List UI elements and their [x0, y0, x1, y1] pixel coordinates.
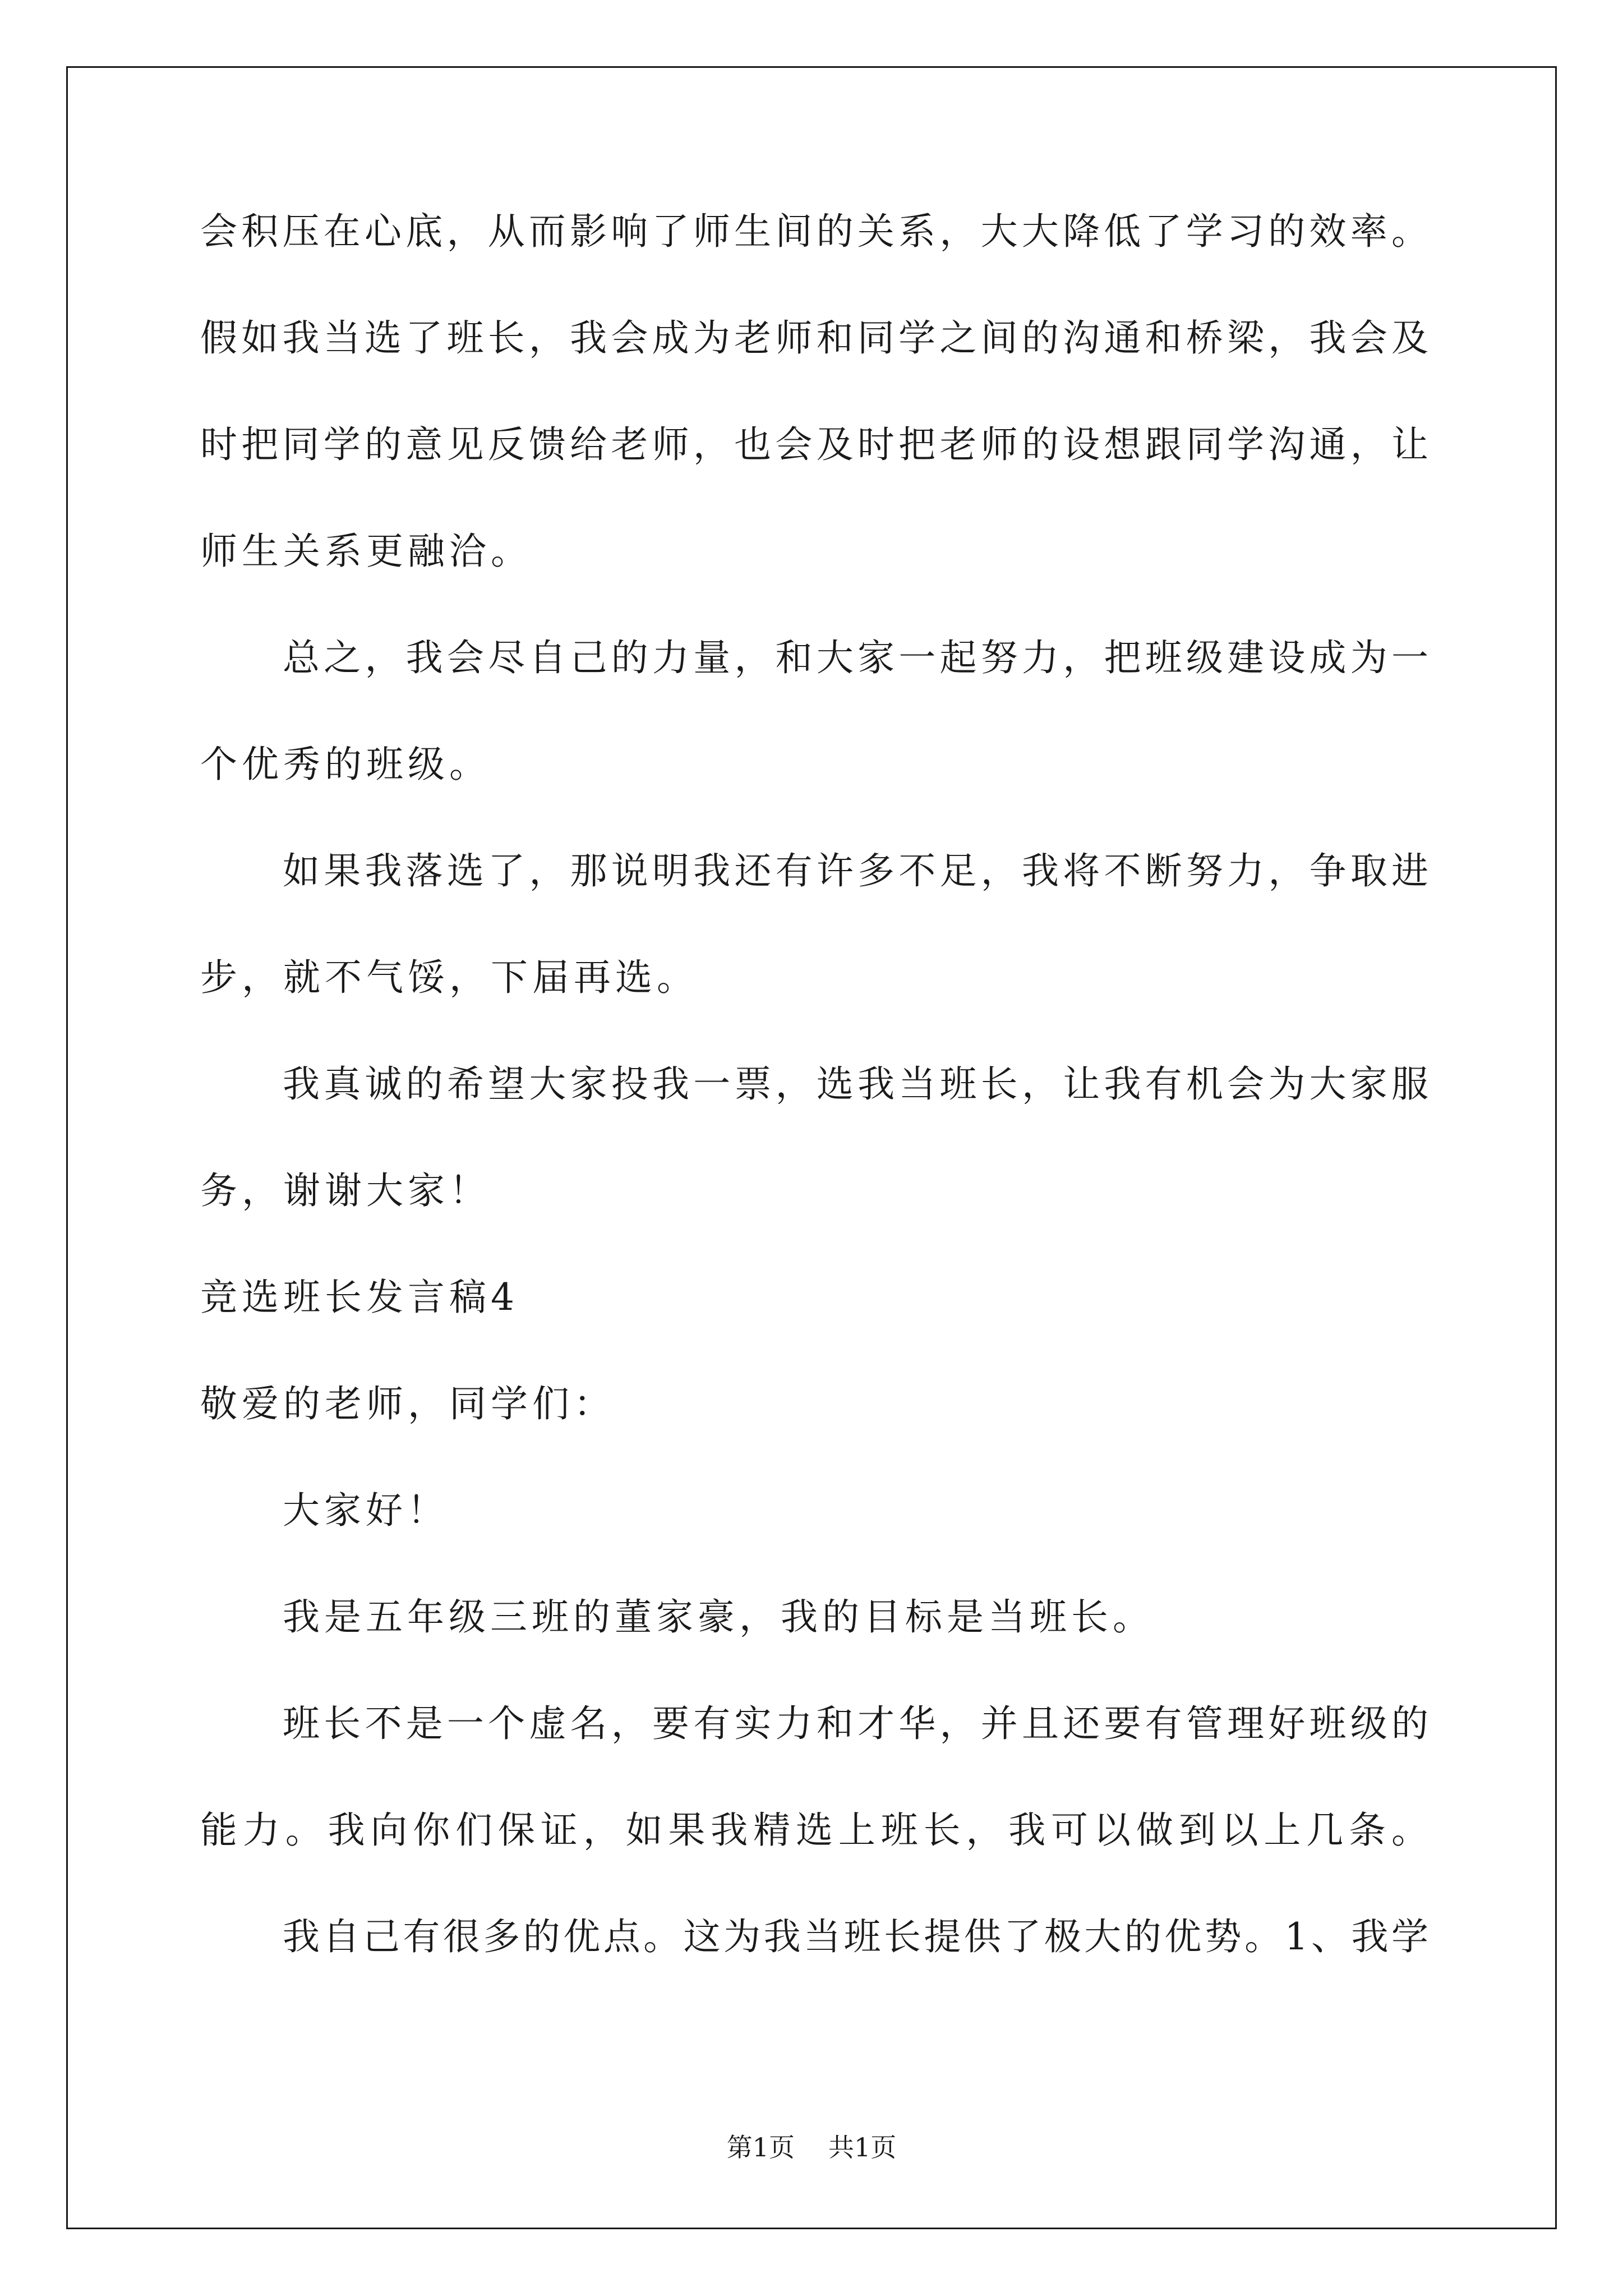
page-footer [0, 2134, 1623, 2160]
page-total: 共1页 [828, 2132, 897, 2162]
salutation: 敬爱的老师，同学们： [200, 1382, 615, 1425]
text-line-7: 如果我落选了，那说明我还有许多不足，我将不断努力，争取进 [283, 849, 1428, 892]
text-line-1: 会积压在心底，从而影响了师生间的关系，大大降低了学习的效率。 [200, 210, 1428, 253]
text-line-2: 假如我当选了班长，我会成为老师和同学之间的沟通和桥梁，我会及 [200, 316, 1428, 360]
text-line-6: 个优秀的班级。 [200, 743, 491, 786]
text-line-16: 能力。我向你们保证，如果我精选上班长，我可以做到以上几条。 [200, 1809, 1428, 1852]
text-line-17: 我自己有很多的优点。这为我当班长提供了极大的优势。1、我学 [283, 1915, 1428, 1958]
text-line-10: 务，谢谢大家！ [200, 1169, 491, 1212]
text-line-14: 我是五年级三班的董家豪，我的目标是当班长。 [283, 1595, 1154, 1639]
text-line-9: 我真诚的希望大家投我一票，选我当班长，让我有机会为大家服 [283, 1062, 1428, 1106]
text-line-3: 时把同学的意见反馈给老师，也会及时把老师的设想跟同学沟通，让 [200, 423, 1428, 466]
document-body [200, 210, 1428, 2025]
text-line-8: 步，就不气馁，下届再选。 [200, 956, 698, 999]
page-number: 第1页 [726, 2132, 795, 2162]
section-heading: 竞选班长发言稿4 [200, 1276, 519, 1319]
text-line-5: 总之，我会尽自己的力量，和大家一起努力，把班级建设成为一 [283, 636, 1428, 679]
text-line-15: 班长不是一个虚名，要有实力和才华，并且还要有管理好班级的 [283, 1702, 1428, 1745]
text-line-4: 师生关系更融洽。 [200, 530, 532, 573]
greeting: 大家好！ [283, 1489, 449, 1532]
